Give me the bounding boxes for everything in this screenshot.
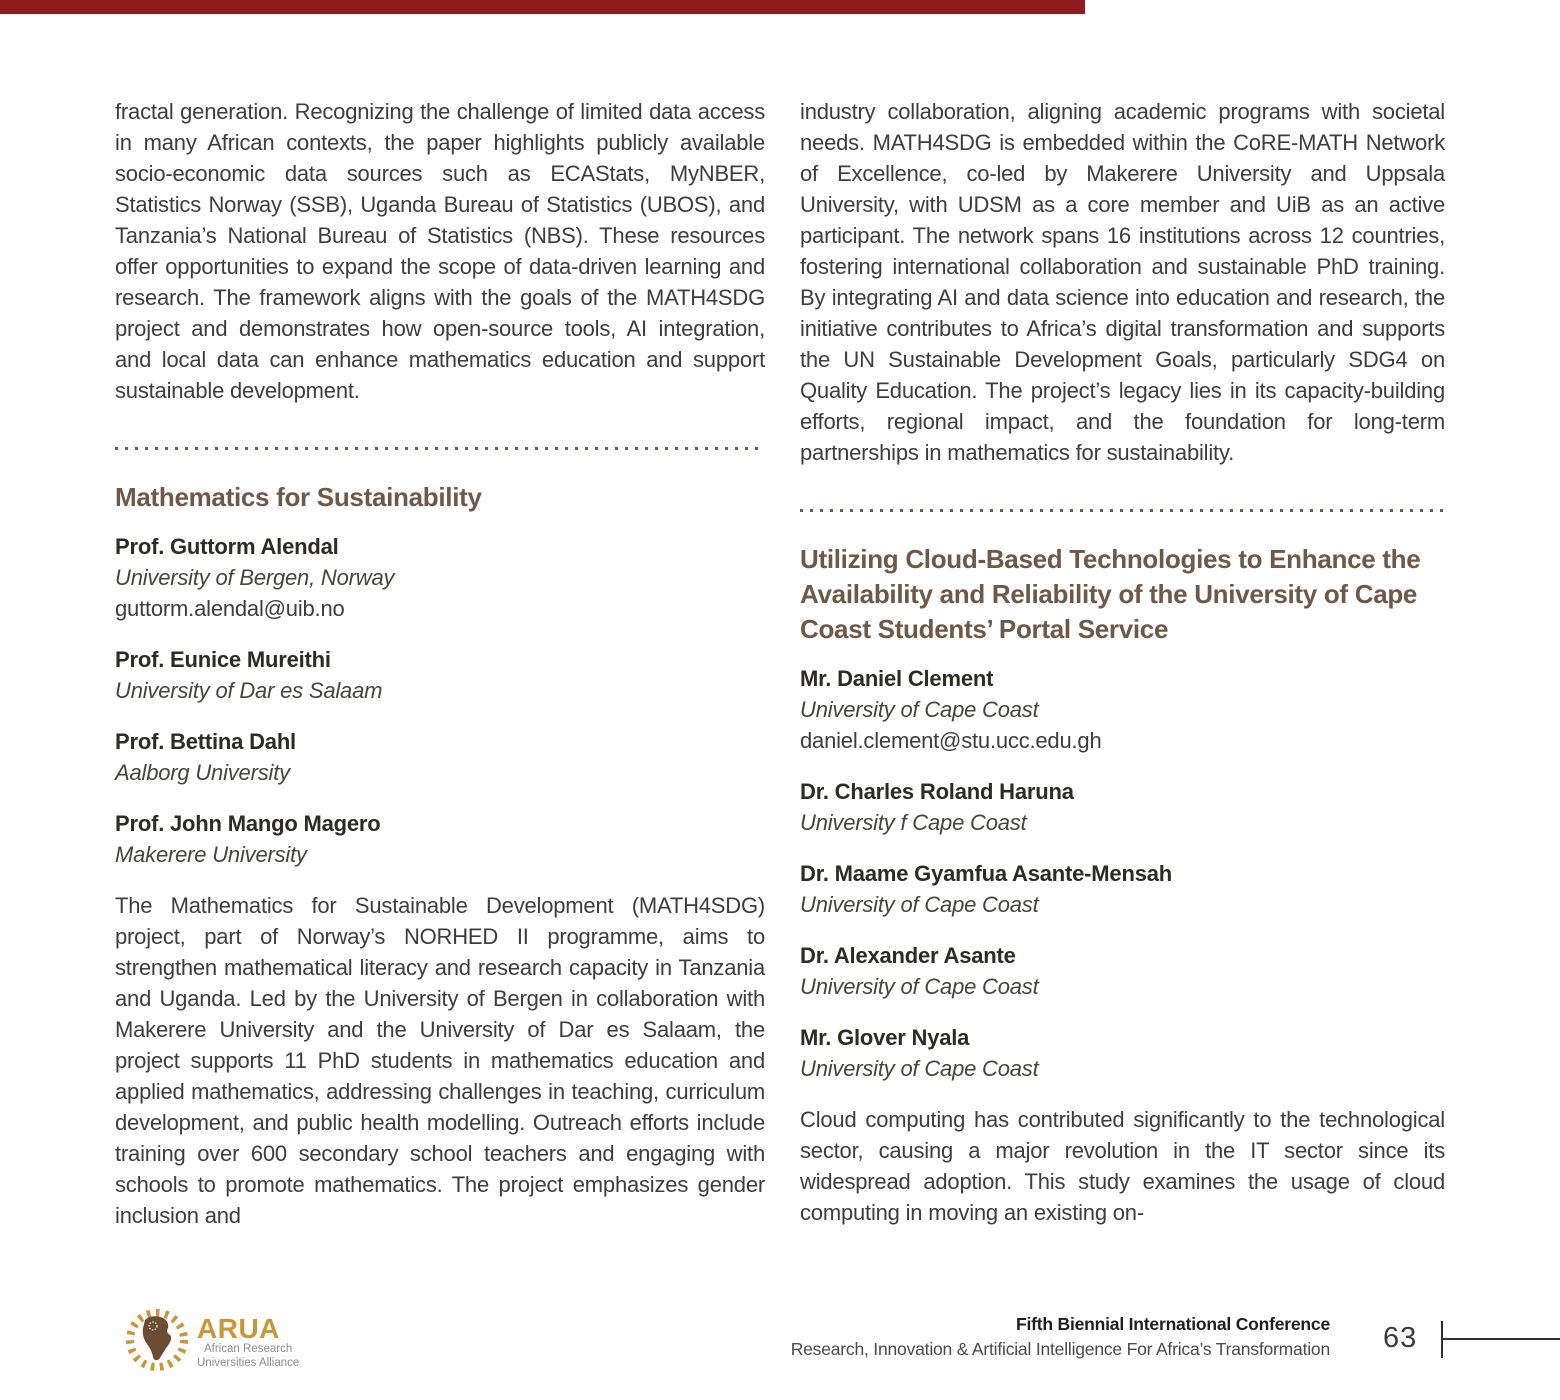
author-name: Dr. Charles Roland Haruna bbox=[800, 779, 1074, 804]
author-affiliation: University of Dar es Salaam bbox=[115, 678, 383, 703]
author-block bbox=[115, 644, 765, 706]
dotted-separator-right bbox=[800, 509, 1445, 512]
section-title-cloud: Utilizing Cloud-Based Technologies to Enhance the Availability and Reliability of the University of Cape Coast Students’ Portal Service bbox=[800, 544, 1421, 644]
author-name: Mr. Glover Nyala bbox=[800, 1025, 970, 1050]
author-block bbox=[800, 776, 1445, 838]
author-block bbox=[800, 858, 1445, 920]
author-affiliation: University of Cape Coast bbox=[800, 1056, 1039, 1081]
page-number: 63 bbox=[1383, 1322, 1418, 1354]
author-name: Prof. Guttorm Alendal bbox=[115, 534, 339, 559]
left-column bbox=[115, 96, 765, 1231]
author-block bbox=[800, 1022, 1445, 1084]
arua-logo-text bbox=[197, 1313, 300, 1370]
left-continuation-paragraph: fractal generation. Recognizing the challenge of limited data access in many African contexts, the paper highlights publicly available socio-economic data sources such as ECAStats, MyNBER, Statistics Norway (SSB), Uganda Bureau of Statistics (UBOS), and Tanzania’s National Bureau of Statistics (NBS). These resources offer opportunities to expand the scope of data-driven learning and research. The framework aligns with the goals of the MATH4SDG project and demonstrates how open-source tools, AI integration, and local data can enhance mathematics education and support sustainable development. bbox=[115, 99, 765, 403]
author-affiliation: Aalborg University bbox=[115, 760, 290, 785]
right-column bbox=[800, 96, 1445, 1231]
author-block bbox=[800, 940, 1445, 1002]
right-continuation-paragraph: industry collaboration, aligning academic programs with societal needs. MATH4SDG is embedded within the CoRE-MATH Network of Excellence, co-led by Makerere University and Uppsala University, with UDSM as a core member and UiB as an active participant. The network spans 16 institutions across 12 countries, fostering international collaboration and sustainable PhD training. By integrating AI and data science into education and research, the initiative contributes to Africa’s digital transformation and supports the UN Sustainable Development Goals, particularly SDG4 on Quality Education. The project’s legacy lies in its capacity-building efforts, regional impact, and the foundation for long-term partnerships in mathematics for sustainability. bbox=[800, 99, 1445, 465]
arua-subtitle-line1: African Research bbox=[204, 1343, 293, 1355]
conference-subtitle: Research, Innovation & Artificial Intelligence For Africa’s Transformation bbox=[790, 1339, 1330, 1359]
arua-emblem-icon bbox=[123, 1306, 191, 1374]
left-abstract-paragraph: The Mathematics for Sustainable Development (MATH4SDG) project, part of Norway’s NORHED II programme, aims to strengthen mathematical literacy and research capacity in Tanzania and Uganda. Led by the University of Bergen in collaboration with Makerere University and the University of Dar es Salaam, the project supports 11 PhD students in mathematics education and applied mathematics, addressing challenges in teaching, curriculum development, and public health modelling. Outreach efforts include training over 600 secondary school teachers and engaging with schools to promote mathematics. The project emphasizes gender inclusion and bbox=[115, 893, 765, 1228]
arua-logo bbox=[123, 1306, 299, 1374]
author-name: Prof. John Mango Magero bbox=[115, 811, 381, 836]
author-affiliation: University of Cape Coast bbox=[800, 697, 1039, 722]
author-block bbox=[115, 726, 765, 788]
author-affiliation: Makerere University bbox=[115, 842, 307, 867]
right-abstract-paragraph: Cloud computing has contributed significantly to the technological sector, causing a major revolution in the IT sector since its widespread adoption. This study examines the usage of cloud computing in moving an existing on- bbox=[800, 1107, 1445, 1225]
author-name: Mr. Daniel Clement bbox=[800, 666, 994, 691]
left-authors-list bbox=[115, 531, 765, 870]
author-block bbox=[115, 531, 765, 624]
author-affiliation: University of Cape Coast bbox=[800, 892, 1039, 917]
section-title-mathematics: Mathematics for Sustainability bbox=[115, 482, 482, 512]
author-email: guttorm.alendal@uib.no bbox=[115, 596, 345, 621]
author-name: Dr. Maame Gyamfua Asante-Mensah bbox=[800, 861, 1173, 886]
right-authors-list bbox=[800, 663, 1445, 1084]
page-number-bracket-horizontal bbox=[1441, 1338, 1560, 1340]
top-accent-bar bbox=[0, 0, 1085, 14]
arua-brand: ARUA bbox=[197, 1313, 280, 1344]
author-email: daniel.clement@stu.ucc.edu.gh bbox=[800, 728, 1102, 753]
author-affiliation: University f Cape Coast bbox=[800, 810, 1027, 835]
author-block bbox=[115, 808, 765, 870]
author-affiliation: University of Bergen, Norway bbox=[115, 565, 395, 590]
author-name: Prof. Bettina Dahl bbox=[115, 729, 296, 754]
conference-title: Fifth Biennial International Conference bbox=[1015, 1314, 1330, 1334]
author-affiliation: University of Cape Coast bbox=[800, 974, 1039, 999]
footer-conference-info bbox=[791, 1312, 1330, 1362]
dotted-separator-left bbox=[115, 447, 765, 450]
author-block bbox=[800, 663, 1445, 756]
author-name: Dr. Alexander Asante bbox=[800, 943, 1016, 968]
arua-subtitle-line2: Universities Alliance bbox=[197, 1357, 300, 1369]
author-name: Prof. Eunice Mureithi bbox=[115, 647, 331, 672]
